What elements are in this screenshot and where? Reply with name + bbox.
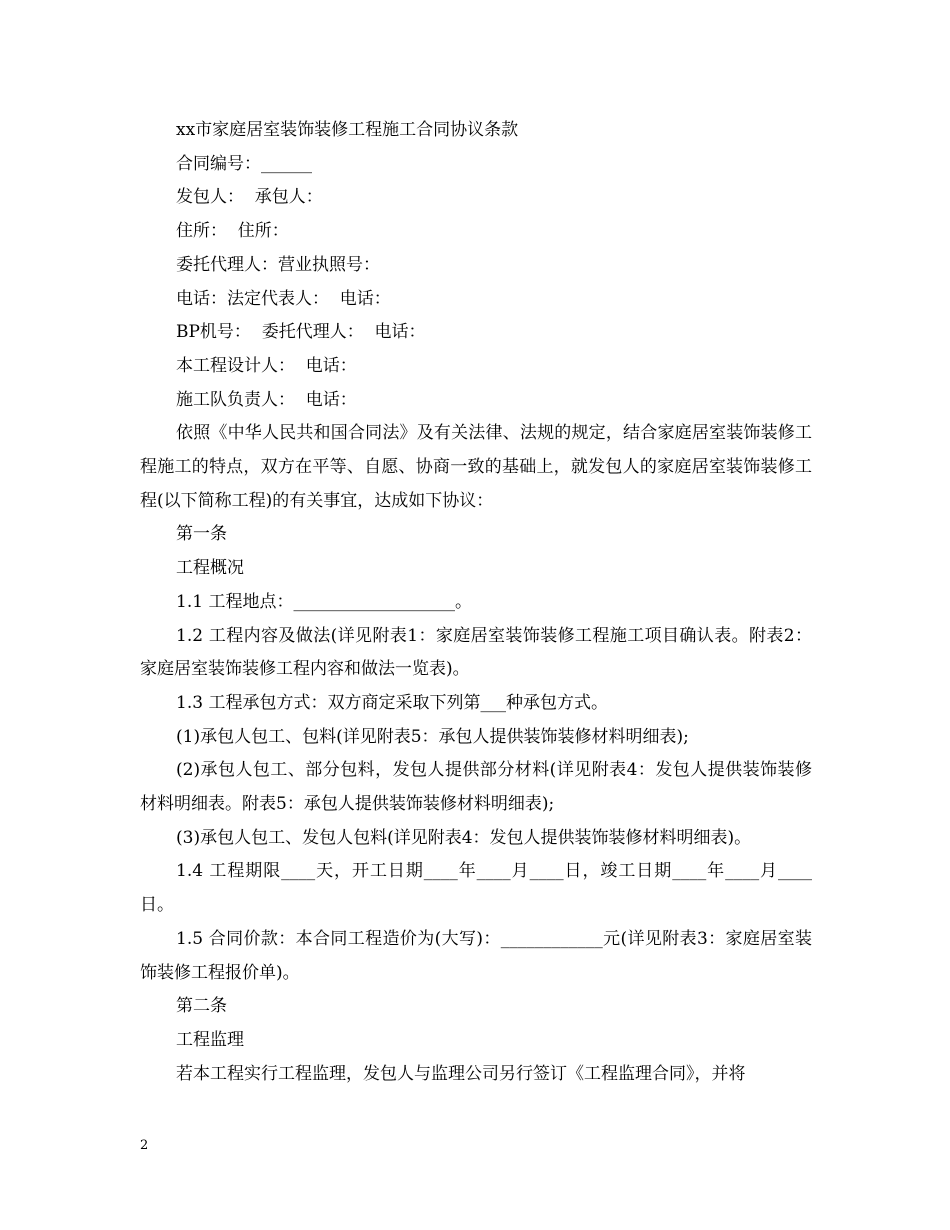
document-body — [140, 114, 812, 1091]
article-1-title: 工程概况 — [176, 558, 244, 579]
bp-agent-line: BP机号： 委托代理人： 电话： — [176, 322, 426, 343]
clause-1-3-option-2: (2)承包人包工、部分包料，发包人提供部分材料(详见附表4：发包人提供装饰装修材料明细表。附表5：承包人提供装饰装修材料明细表); — [140, 760, 812, 815]
parties-line: 发包人： 承包人： — [176, 187, 323, 208]
designer-line: 本工程设计人： 电话： — [176, 355, 357, 376]
document-title: xx市家庭居室装饰装修工程施工合同协议条款 — [176, 120, 519, 140]
article-2-paragraph: 若本工程实行工程监理，发包人与监理公司另行签订《工程监理合同》，并将 — [176, 1063, 746, 1084]
preamble-paragraph: 依照《中华人民共和国合同法》及有关法律、法规的规定，结合家庭居室装饰装修工程施工的特点，双方在平等、自愿、协商一致的基础上，就发包人的家庭居室装饰装修工程(以下简称工程)的有关事宜，达成如下协议： — [140, 423, 812, 511]
clause-1-4: 1.4 工程期限____天，开工日期____年____月____日，竣工日期____年____月____日。 — [140, 861, 812, 916]
agent-license-line: 委托代理人：营业执照号： — [176, 254, 380, 275]
clause-1-3-option-3: (3)承包人包工、发包人包料(详见附表4：发包人提供装饰装修材料明细表)。 — [176, 827, 752, 848]
article-2-title: 工程监理 — [176, 1029, 244, 1050]
clause-1-2: 1.2 工程内容及做法(详见附表1：家庭居室装饰装修工程施工项目确认表。附表2：家庭居室装饰装修工程内容和做法一览表)。 — [140, 625, 812, 680]
clause-1-3: 1.3 工程承包方式：双方商定采取下列第___种承包方式。 — [176, 692, 608, 713]
phone-legal-rep-line: 电话：法定代表人： 电话： — [176, 288, 391, 309]
page-number: 2 — [140, 1138, 149, 1153]
clause-1-1: 1.1 工程地点：___________________。 — [176, 591, 472, 612]
team-leader-line: 施工队负责人： 电话： — [176, 389, 357, 410]
article-1-heading: 第一条 — [176, 524, 227, 545]
article-2-heading: 第二条 — [176, 996, 227, 1017]
clause-1-3-option-1: (1)承包人包工、包料(详见附表5：承包人提供装饰装修材料明细表); — [176, 726, 689, 747]
contract-number-line: 合同编号：______ — [176, 153, 312, 174]
clause-1-5: 1.5 合同价款：本合同工程造价为(大写)：____________元(详见附表3：家庭居室装饰装修工程报价单)。 — [140, 928, 812, 983]
address-line: 住所： 住所： — [176, 221, 289, 242]
